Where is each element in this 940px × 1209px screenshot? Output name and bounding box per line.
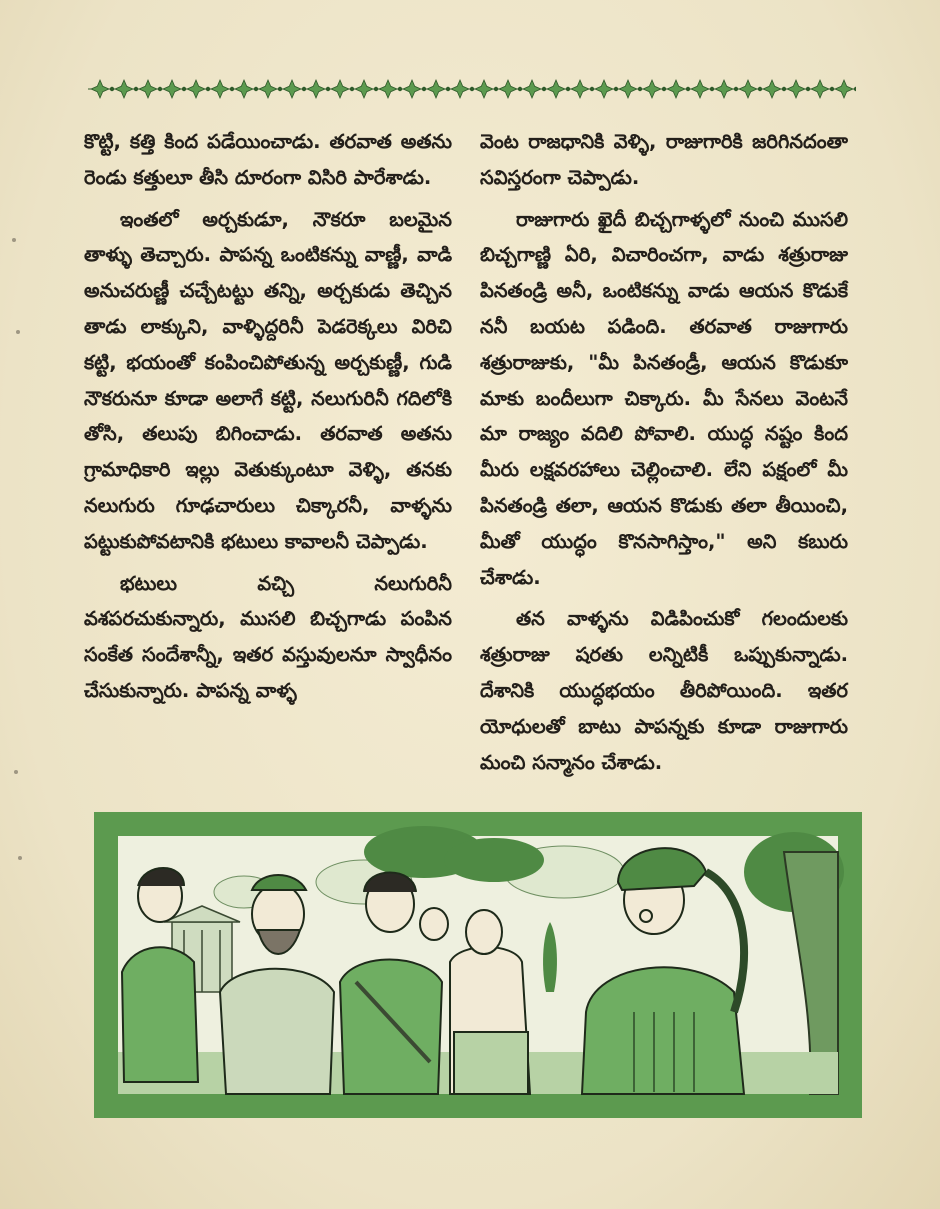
ornament-star	[139, 80, 157, 98]
ornament-star	[763, 80, 781, 98]
ornament-star	[331, 80, 349, 98]
ornament-dot	[566, 87, 570, 91]
ornament-dot	[710, 87, 714, 91]
ornament-star	[499, 80, 517, 98]
ornament-star	[259, 80, 277, 98]
ornament-star	[451, 80, 469, 98]
ornament-star	[811, 80, 829, 98]
ornament-star	[667, 80, 685, 98]
ornament-dot	[830, 87, 834, 91]
ornament-star	[187, 80, 205, 98]
ornament-star	[547, 80, 565, 98]
ornament-dot	[134, 87, 138, 91]
left-paragraph-2: ఇంతలో అర్చకుడూ, నౌకరూ బలమైన తాళ్ళు తెచ్చారు. పాపన్న ఒంటికన్ను వాణ్ణీ, వాడి అనుచరుణ్ణీ చచ్చేటట్టు తన్ని, అర్చకుడు తెచ్చిన తాడు లాక్కుని, వాళ్ళిద్దరినీ పెడరెక్కలు విరిచి కట్టి, భయంతో కంపించిపోతున్న అర్చకుణ్ణీ, గుడి నౌకరునూ కూడా అలాగే కట్టి, నలుగురినీ గదిలోకి తోసి, తలుపు బిగించాడు. తరవాత అతను గ్రామాధికారి ఇల్లు వెతుక్కుంటూ వెళ్ళి, తనకు నలుగురు గూఢచారులు చిక్కారనీ, వాళ్ళను పట్టుకుపోవటానికి భటులు కావాలనీ చెప్పాడు.	[84, 207, 452, 553]
page-speck	[18, 856, 22, 860]
ornament-dot	[806, 87, 810, 91]
ornament-star	[571, 80, 589, 98]
ornament-dot	[758, 87, 762, 91]
left-text-column	[84, 124, 452, 709]
ornament-star	[115, 80, 133, 98]
ornament-dot	[158, 87, 162, 91]
page-speck	[16, 330, 20, 334]
left-paragraph-3: భటులు వచ్చి నలుగురినీ వశపరచుకున్నారు, ముసలి బిచ్చగాడు పంపిన సంకేత సందేశాన్నీ, ఇతర వస్తువులనూ స్వాధీనం చేసుకున్నారు. పాపన్న వాళ్ళ	[84, 571, 452, 702]
ornament-dot	[278, 87, 282, 91]
ornament-dot	[446, 87, 450, 91]
ornament-star	[787, 80, 805, 98]
ornament-star	[91, 80, 109, 98]
ornament-star	[523, 80, 541, 98]
right-paragraph-2: రాజుగారు ఖైదీ బిచ్చగాళ్ళలో నుంచి ముసలి బిచ్చగాణ్ణి ఏరి, విచారించగా, వాడు శత్రురాజు పినతండ్రి అనీ, ఒంటికన్ను వాడు ఆయన కొడుకే ననీ బయట పడింది. తరవాత రాజుగారు శత్రురాజుకు, "మీ పినతండ్రీ, ఆయన కొడుకూ మాకు బందీలుగా చిక్కారు. మీ సేనలు వెంటనే మా రాజ్యం వదిలి పోవాలి. యుద్ధ నష్టం కింద మీరు లక్షవరహాలు చెల్లించాలి. లేని పక్షంలో మీ పినతండ్రి తలా, ఆయన కొడుకు తలా తీయించి, మీతో యుద్ధం కొనసాగిస్తాం," అని కబురు చేశాడు.	[480, 207, 848, 589]
ornament-star	[379, 80, 397, 98]
ornament-dot	[110, 87, 114, 91]
ornament-dot	[470, 87, 474, 91]
ornament-dot	[542, 87, 546, 91]
decorative-border-band	[88, 74, 856, 104]
ornament-star	[619, 80, 637, 98]
page-speck	[14, 770, 18, 774]
page-speck	[12, 238, 16, 242]
ornament-dot	[782, 87, 786, 91]
ornament-star	[739, 80, 757, 98]
ornament-dot	[230, 87, 234, 91]
story-illustration	[94, 812, 862, 1118]
ornament-dot	[734, 87, 738, 91]
ornament-star	[715, 80, 733, 98]
ornament-star	[691, 80, 709, 98]
ornament-star	[355, 80, 373, 98]
ornament-dot	[494, 87, 498, 91]
ornament-star	[211, 80, 229, 98]
right-text-column	[480, 124, 848, 780]
right-paragraph-3: తన వాళ్ళను విడిపించుకో గలందులకు శత్రురాజు షరతు లన్నిటికీ ఒప్పుకున్నాడు. దేశానికి యుద్ధభయం తీరిపోయింది. ఇతర యోధులతో బాటు పాపన్నకు కూడా రాజుగారు మంచి సన్మానం చేశాడు.	[480, 607, 848, 774]
ornament-star	[403, 80, 421, 98]
ornament-dot	[254, 87, 258, 91]
ornament-star	[163, 80, 181, 98]
ornament-dot	[350, 87, 354, 91]
ornament-star	[475, 80, 493, 98]
ornament-dot	[638, 87, 642, 91]
ornament-star	[835, 80, 853, 98]
ornament-star	[643, 80, 661, 98]
ornament-dot	[302, 87, 306, 91]
ornament-dot	[374, 87, 378, 91]
ornament-star	[307, 80, 325, 98]
ornament-dot	[182, 87, 186, 91]
ornament-dot	[398, 87, 402, 91]
right-paragraph-1: వెంట రాజధానికి వెళ్ళి, రాజుగారికి జరిగినదంతా సవిస్తరంగా చెప్పాడు.	[480, 130, 848, 189]
ornament-dot	[326, 87, 330, 91]
ornament-star	[283, 80, 301, 98]
ornament-dot	[590, 87, 594, 91]
ornament-star	[235, 80, 253, 98]
ornament-star	[427, 80, 445, 98]
ornament-dot	[614, 87, 618, 91]
ornament-dot	[854, 87, 856, 91]
ornament-dot	[206, 87, 210, 91]
ornament-star	[595, 80, 613, 98]
ornament-dot	[518, 87, 522, 91]
ornament-dot	[662, 87, 666, 91]
left-paragraph-1: కొట్టి, కత్తి కింద పడేయించాడు. తరవాత అతను రెండు కత్తులూ తీసి దూరంగా విసిరి పారేశాడు.	[84, 130, 452, 189]
ornament-dot	[686, 87, 690, 91]
ornament-dot	[422, 87, 426, 91]
